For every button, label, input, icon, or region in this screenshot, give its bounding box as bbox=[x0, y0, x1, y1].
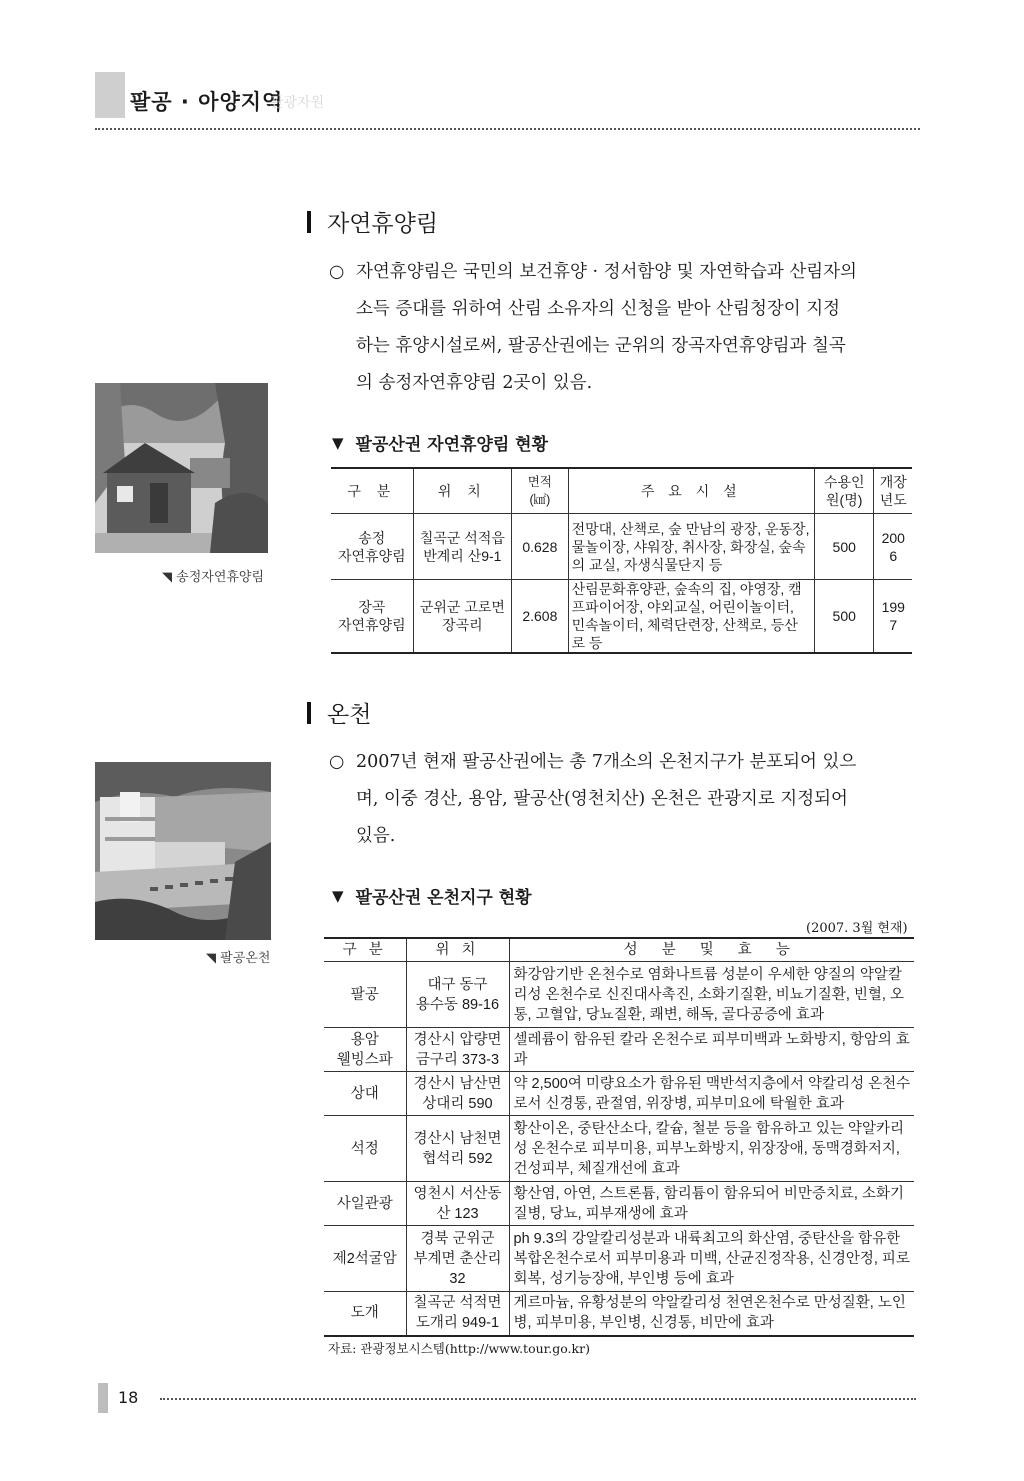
table-cell: 약 2,500여 미량요소가 함유된 맥반석지층에서 약칼리성 온천수로서 신경통, 관절염, 위장병, 피부미요에 탁월한 효과 bbox=[509, 1072, 914, 1116]
bullet-circle: ○ bbox=[329, 752, 345, 772]
table-header-row bbox=[324, 938, 914, 962]
paragraph-line: 2007년 현재 팔공산권에는 총 7개소의 온천지구가 분포되어 있으 bbox=[356, 752, 857, 772]
paragraph-line: 자연휴양림은 국민의 보건휴양 · 정서함양 및 자연학습과 산림자의 bbox=[356, 262, 857, 282]
table-cell: 송정 자연휴양림 bbox=[331, 514, 413, 580]
source-note: 자료: 관광정보시스템(http://www.tour.go.kr) bbox=[328, 1341, 590, 1356]
table-row bbox=[324, 1116, 914, 1182]
table-row bbox=[331, 514, 912, 580]
table-cell: 대구 동구 용수동 89-16 bbox=[406, 962, 509, 1028]
forest-table-title: ▼ 팔공산권 자연휴양림 현황 bbox=[332, 433, 549, 455]
table-cell: 200 6 bbox=[874, 514, 912, 580]
table-cell: 황산이온, 중탄산소다, 칼슘, 철분 등을 함유하고 있는 약알카리성 온천수로 피부미용, 피부노화방지, 위장장애, 동맥경화저지, 건성피부, 체질개선에 효과 bbox=[509, 1116, 914, 1182]
table-cell: 2.608 bbox=[512, 580, 568, 654]
as-of-date: (2007. 3월 현재) bbox=[806, 921, 908, 936]
table-cell: 칠곡군 석적면 도개리 949-1 bbox=[406, 1292, 509, 1336]
bullet-circle: ○ bbox=[329, 262, 345, 282]
section-heading-text: 자연휴양림 bbox=[327, 211, 439, 237]
table-cell: 용암 웰빙스파 bbox=[324, 1028, 406, 1072]
header-divider bbox=[95, 128, 920, 130]
table-cell: 500 bbox=[814, 514, 874, 580]
section-heading-text: 온천 bbox=[327, 702, 372, 728]
table-row bbox=[331, 580, 912, 654]
caption-mark-icon: ◥ bbox=[162, 570, 177, 585]
forest-paragraph bbox=[329, 254, 914, 402]
table-cell: 전망대, 산책로, 숲 만남의 광장, 운동장, 물놀이장, 샤워장, 취사장, 화장실, 숲속의 교실, 자생식물단지 등 bbox=[568, 514, 814, 580]
table-row bbox=[324, 1226, 914, 1292]
page-number-bar bbox=[98, 1383, 108, 1413]
hotspring-table bbox=[324, 937, 914, 1337]
forest-table bbox=[331, 467, 912, 654]
table-cell: 500 bbox=[814, 580, 874, 654]
table-cell: 사일관광 bbox=[324, 1182, 406, 1226]
table-cell: 199 7 bbox=[874, 580, 912, 654]
header-accent-bar bbox=[95, 72, 125, 118]
header-cell: 위 치 bbox=[413, 468, 512, 514]
paragraph-line: 하는 휴양시설로써, 팔공산권에는 군위의 장곡자연휴양림과 칠곡 bbox=[356, 336, 846, 356]
table-cell: 산림문화휴양관, 숲속의 집, 야영장, 캠프파이어장, 야외교실, 어린이놀이터, 민속놀이터, 체력단련장, 산책로, 등산로 등 bbox=[568, 580, 814, 654]
page-number: 18 bbox=[118, 1388, 139, 1407]
header-cell: 면적 (㎢) bbox=[512, 468, 568, 514]
table-row bbox=[324, 1182, 914, 1226]
forest-cabin-photo bbox=[95, 383, 268, 553]
table-cell: 영천시 서산동 산 123 bbox=[406, 1182, 509, 1226]
table-cell: 게르마늄, 유황성분의 약알칼리성 천연온천수로 만성질환, 노인병, 피부미용, 부인병, 신경통, 비만에 효과 bbox=[509, 1292, 914, 1336]
table-cell: 팔공 bbox=[324, 962, 406, 1028]
table-cell: 칠곡군 석적읍 반계리 산9-1 bbox=[413, 514, 512, 580]
chapter-ghost-text: 관광자원 bbox=[270, 95, 325, 111]
header-cell: 수용인 원(명) bbox=[814, 468, 874, 514]
table-cell: 황산염, 아연, 스트론튬, 함리튬이 함유되어 비만증치료, 소화기 질병, 당뇨, 피부재생에 효과 bbox=[509, 1182, 914, 1226]
table-cell: 제2석굴암 bbox=[324, 1226, 406, 1292]
paragraph-line: 의 송정자연휴양림 2곳이 있음. bbox=[356, 373, 593, 393]
hotspring-photo bbox=[95, 762, 271, 940]
photo-caption-forest: ◥ 송정자연휴양림 bbox=[162, 570, 265, 585]
table-cell: ph 9.3의 강알칼리성분과 내륙최고의 화산염, 중탄산을 함유한 복합온천수로서 피부미용과 미백, 산균진정작용, 신경안정, 피로회복, 성기능장애, 부인병 등에 효과 bbox=[509, 1226, 914, 1292]
section-heading-hotspring bbox=[307, 696, 371, 729]
header-cell: 성 분 및 효 능 bbox=[509, 938, 914, 962]
table-cell: 장곡 자연휴양림 bbox=[331, 580, 413, 654]
table-row bbox=[324, 1028, 914, 1072]
section-heading-forest bbox=[307, 205, 438, 238]
photo-caption-hotspring: ◥ 팔공온천 bbox=[206, 951, 271, 966]
table-cell: 경산시 압량면 금구리 373-3 bbox=[406, 1028, 509, 1072]
chapter-title: 팔공 · 아양지역 bbox=[130, 90, 284, 114]
table-row bbox=[324, 962, 914, 1028]
header-cell: 구 분 bbox=[324, 938, 406, 962]
table-cell: 경산시 남천면 협석리 592 bbox=[406, 1116, 509, 1182]
hotspring-paragraph bbox=[329, 744, 914, 855]
header-cell: 위 치 bbox=[406, 938, 509, 962]
paragraph-line: 소득 증대를 위하여 산림 소유자의 신청을 받아 산림청장이 지정 bbox=[356, 299, 841, 319]
table-cell: 도개 bbox=[324, 1292, 406, 1336]
header-cell: 구 분 bbox=[331, 468, 413, 514]
hotspring-table-title: ▼ 팔공산권 온천지구 현황 bbox=[332, 886, 532, 908]
table-cell: 경북 군위군 부계면 춘산리 32 bbox=[406, 1226, 509, 1292]
table-row bbox=[324, 1292, 914, 1336]
caption-mark-icon: ◥ bbox=[206, 951, 221, 966]
triangle-down-icon: ▼ bbox=[332, 433, 344, 452]
table-cell: 군위군 고로면 장곡리 bbox=[413, 580, 512, 654]
table-cell: 셀레륨이 함유된 칼라 온천수로 피부미백과 노화방지, 항암의 효과 bbox=[509, 1028, 914, 1072]
heading-bar bbox=[307, 211, 311, 233]
table-row bbox=[324, 1072, 914, 1116]
header-cell: 개장 년도 bbox=[874, 468, 912, 514]
heading-bar bbox=[307, 702, 311, 724]
footer-divider bbox=[160, 1398, 916, 1400]
triangle-down-icon: ▼ bbox=[332, 886, 344, 905]
table-cell: 상대 bbox=[324, 1072, 406, 1116]
table-cell: 석정 bbox=[324, 1116, 406, 1182]
paragraph-line: 있음. bbox=[356, 826, 396, 846]
table-cell: 화강암기반 온천수로 염화나트륨 성분이 우세한 양질의 약알칼리성 온천수로 신진대사촉진, 소화기질환, 비뇨기질환, 빈혈, 오통, 고혈압, 당뇨질환, 쾌변, 해독, 골다공증에 효과 bbox=[509, 962, 914, 1028]
paragraph-line: 며, 이중 경산, 용암, 팔공산(영천치산) 온천은 관광지로 지정되어 bbox=[356, 789, 848, 809]
header-cell: 주 요 시 설 bbox=[568, 468, 814, 514]
table-cell: 0.628 bbox=[512, 514, 568, 580]
table-cell: 경산시 남산면 상대리 590 bbox=[406, 1072, 509, 1116]
table-header-row bbox=[331, 468, 912, 514]
